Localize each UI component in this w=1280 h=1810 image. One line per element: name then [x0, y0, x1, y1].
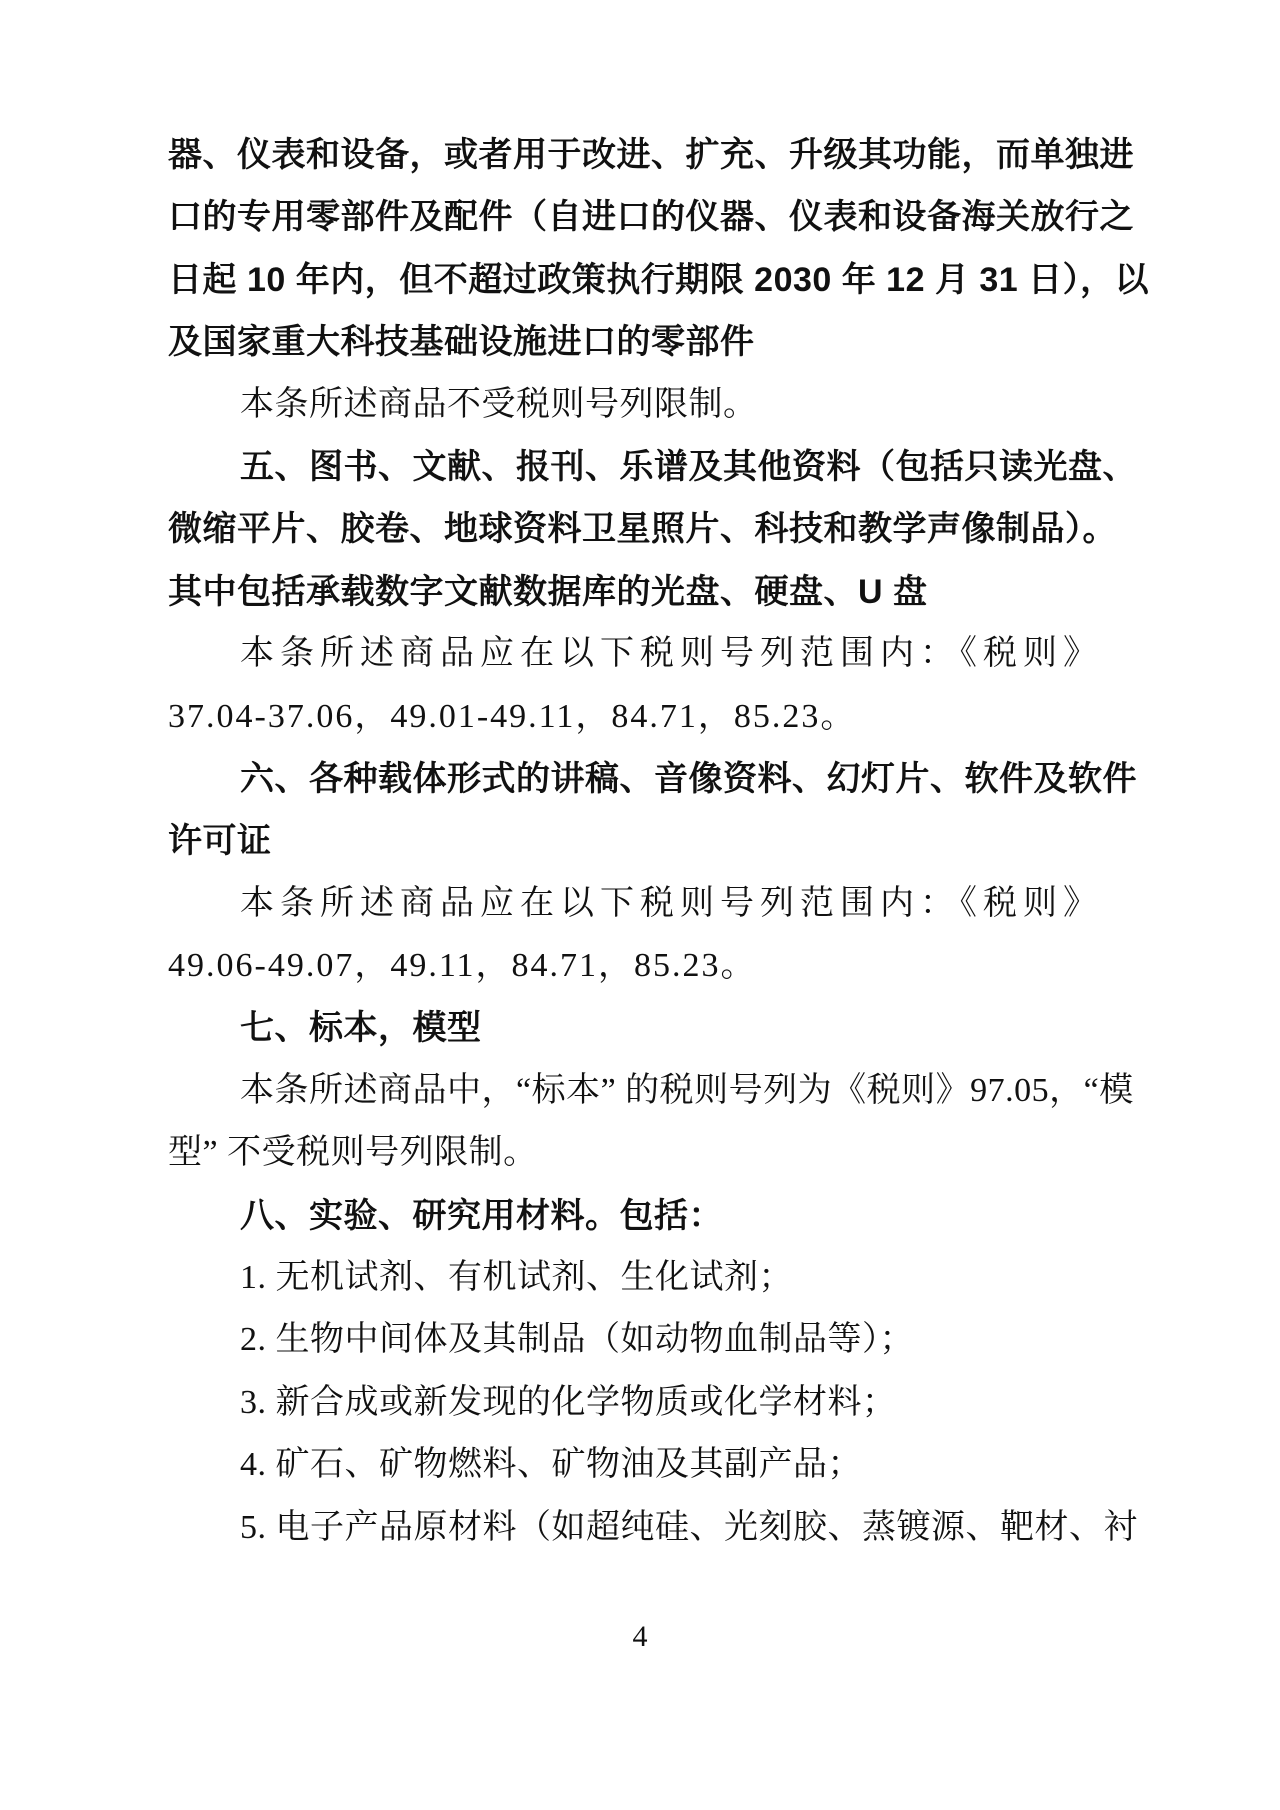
text-line-21: 3. 新合成或新发现的化学物质或化学材料； [240, 1383, 897, 1421]
text-line-23: 5. 电子产品原材料（如超纯硅、光刻胶、蒸镀源、靶材、衬 [240, 1508, 1138, 1546]
text-line-9: 本条所述商品应在以下税则号列范围内：《税则》 [240, 635, 1103, 673]
text-line-14: 49.06-49.07，49.11，84.71，85.23。 [168, 947, 757, 985]
text-line-7: 微缩平片、胶卷、地球资料卫星照片、科技和教学声像制品）。 [168, 510, 1117, 549]
text-line-4: 及国家重大科技基础设施进口的零部件 [168, 323, 755, 362]
text-line-2: 口的专用零部件及配件（自进口的仪器、仪表和设备海关放行之 [168, 198, 1134, 237]
text-line-15: 七、标本，模型 [240, 1009, 482, 1048]
text-line-8: 其中包括承载数字文献数据库的光盘、硬盘、U 盘 [168, 572, 928, 611]
text-line-17: 型” 不受税则号列限制。 [168, 1134, 538, 1172]
document-text-block [168, 124, 1150, 1559]
text-line-12: 许可证 [168, 822, 272, 861]
text-line-13: 本条所述商品应在以下税则号列范围内：《税则》 [240, 884, 1103, 922]
text-line-3: 日起 10 年内，但不超过政策执行期限 2030 年 12 月 31 日），以 [168, 260, 1150, 299]
text-line-11: 六、各种载体形式的讲稿、音像资料、幻灯片、软件及软件 [240, 759, 1137, 798]
text-line-16: 本条所述商品中，“标本” 的税则号列为《税则》97.05，“模 [240, 1071, 1134, 1109]
page-number: 4 [632, 1620, 648, 1653]
text-line-20: 2. 生物中间体及其制品（如动物血制品等）； [240, 1321, 914, 1359]
text-line-6: 五、图书、文献、报刊、乐谱及其他资料（包括只读光盘、 [240, 447, 1137, 486]
text-line-18: 八、实验、研究用材料。包括： [240, 1196, 723, 1235]
text-line-19: 1. 无机试剂、有机试剂、生化试剂； [240, 1259, 793, 1297]
text-line-5: 本条所述商品不受税则号列限制。 [240, 385, 758, 423]
text-line-1: 器、仪表和设备，或者用于改进、扩充、升级其功能，而单独进 [168, 136, 1134, 174]
text-line-10: 37.04-37.06，49.01-49.11，84.71，85.23。 [168, 697, 857, 735]
text-line-22: 4. 矿石、矿物燃料、矿物油及其副产品； [240, 1446, 862, 1484]
